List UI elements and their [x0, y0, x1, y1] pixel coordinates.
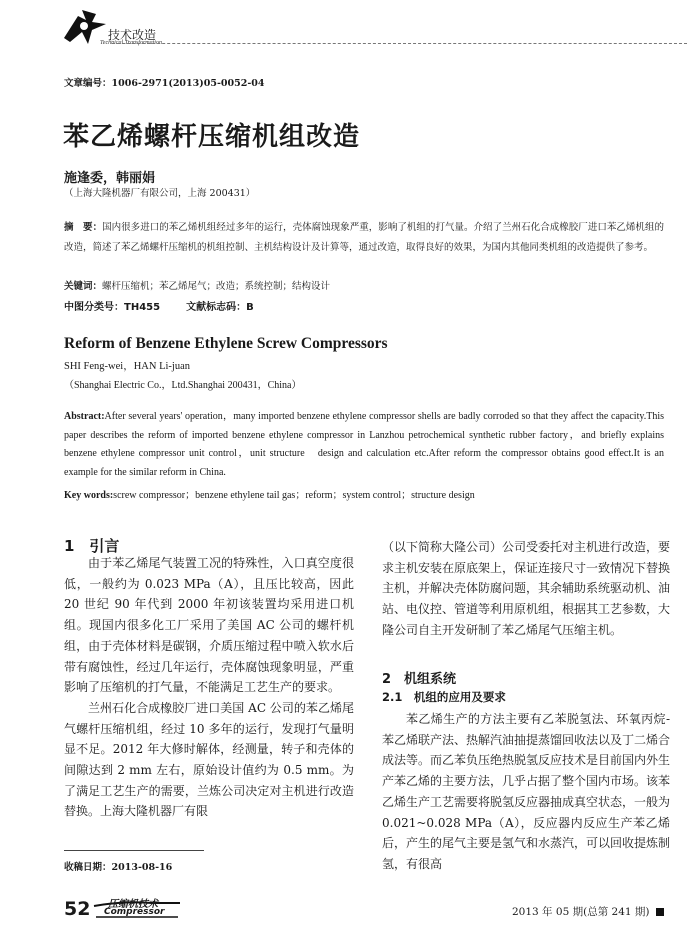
header-rule	[112, 43, 687, 44]
clc-value: TH455	[124, 302, 161, 313]
abstract-cn-text: 国内很多进口的苯乙烯机组经过多年的运行，壳体腐蚀现象严重，影响了机组的打气量。介绍了兰州石化合成橡胶厂进口苯乙烯机组的改造，简述了苯乙烯螺杆压缩机的机组控制、主机结构设计及计算等，通过改造，取得良好的效果，为国内其他同类机组的改造提供了参考。	[64, 222, 664, 253]
article-title: 苯乙烯螺杆压缩机组改造	[63, 122, 361, 152]
column-title-en: Technical Transformation	[100, 40, 162, 46]
classification	[64, 298, 254, 313]
authors: 施逢委，韩丽娟	[64, 171, 156, 186]
keywords-cn-text: 螺杆压缩机；苯乙烯尾气；改造；系统控制；结构设计	[102, 281, 331, 292]
abstract-cn-label: 摘 要：	[64, 222, 103, 233]
article-number: 文章编号：1006-2971(2013)05-0052-04	[64, 78, 265, 89]
issue-info	[512, 904, 664, 919]
clc-label: 中图分类号：	[64, 302, 124, 313]
abstract-cn	[64, 218, 664, 258]
keywords-cn	[64, 278, 330, 292]
section-1-paragraph-2: 兰州石化合成橡胶厂进口美国 AC 公司的苯乙烯尾气螺杆压缩机组，经过 10 多年的运行，发现打气量明显不足。2012 年大修时解体，经测量，转子和壳体的间隙达到 2 mm 左右，原始设计值约为 0.5 mm。为了满足工艺生产的需要，兰炼公司决定对主机进行改造替换。上海大隆机器厂有限	[64, 700, 354, 819]
keywords-en-text: screw compressor；benzene ethylene tail gas；reform；system control；structure design	[113, 490, 475, 501]
keywords-en-label: Key words:	[64, 490, 114, 501]
doc-code-value: B	[246, 302, 254, 313]
section-2-1-heading: 2.1 机组的应用及要求	[382, 690, 506, 704]
keywords-cn-label: 关键词：	[64, 281, 103, 292]
received-date: 收稿日期：2013-08-16	[64, 862, 173, 873]
page-number: 52	[64, 898, 91, 920]
section-1-heading: 1 引言	[64, 537, 120, 555]
magazine-name-cn: 压缩机技术	[108, 899, 158, 910]
abstract-en-text: After several years' operation，many imported benzene ethylene compressor shells are badly corroded so that they affect the capacity.This paper describes the reform of imported benzene ethylene compressor in Lanzhou petrochemical synthetic rubber factory，and briefly explains benzene ethylene compressor unit control，unit structure design and calculation etc.After reform the compressor obtains good effect.It is an example for the similar reform in China.	[64, 411, 664, 479]
affiliation-en: （Shanghai Electric Co.，Ltd.Shanghai 200431，China）	[64, 380, 302, 391]
keywords-en	[64, 486, 475, 501]
article-title-en: Reform of Benzene Ethylene Screw Compressors	[64, 335, 388, 352]
section-2-1-paragraph: 苯乙烯生产的方法主要有乙苯脱氢法、环氧丙烷-苯乙烯联产法、热解汽油抽提蒸馏回收法以及丁二烯合成法等。而乙苯负压绝热脱氢反应技术是目前国内外生产苯乙烯的主要方法，几乎占据了整个国内市场。该苯乙烯生产工艺需要将脱氢反应器抽成真空状态，一般为 0.021~0.028 MPa（A），反应器内反应生产苯乙烯后，产生的尾气主要是氢气和水蒸汽，可以回收提炼制氢，有很高	[382, 712, 671, 871]
column-title: 技术改造	[108, 28, 157, 42]
footnote-rule	[64, 850, 204, 851]
section-2-heading: 2 机组系统	[382, 672, 457, 687]
issue-text: 2013 年 05 期(总第 241 期)	[512, 906, 650, 918]
magazine-name-en: Compressor	[104, 907, 165, 917]
square-bullet-icon	[656, 908, 664, 916]
abstract-en	[64, 408, 664, 483]
abstract-en-label: Abstract:	[64, 411, 105, 422]
section-1-paragraph-1: 由于苯乙烯尾气装置工况的特殊性，入口真空度很低，一般约为 0.023 MPa（A），且压比较高，因此 20 世纪 90 年代到 2000 年初该装置均采用进口机组。现国内很多化工厂采用了美国 AC 公司的螺杆机组，由于壳体材料是碳钢，介质压缩过程中喷入软水后带有腐蚀性，经过几年运行，壳体腐蚀现象明显，严重影响了压缩机的打气量，不能满足工艺生产的要求。	[64, 556, 354, 695]
section-1-paragraph-3: （以下简称大隆公司）公司受委托对主机进行改造，要求主机安装在原底架上，保证连接尺寸一致情况下替换主机，并解决壳体防腐问题，其余辅助系统驱动机、油站、电仪控、管道等利用原机组，根据其工艺参数，大隆公司自主开发研制了苯乙烯尾气压缩主机。	[382, 540, 671, 637]
affiliation: （上海大隆机器厂有限公司，上海 200431）	[64, 188, 256, 199]
authors-en: SHI Feng-wei，HAN Li-juan	[64, 361, 190, 372]
doc-code-label: 文献标志码：	[186, 302, 247, 313]
left-column	[64, 553, 354, 822]
